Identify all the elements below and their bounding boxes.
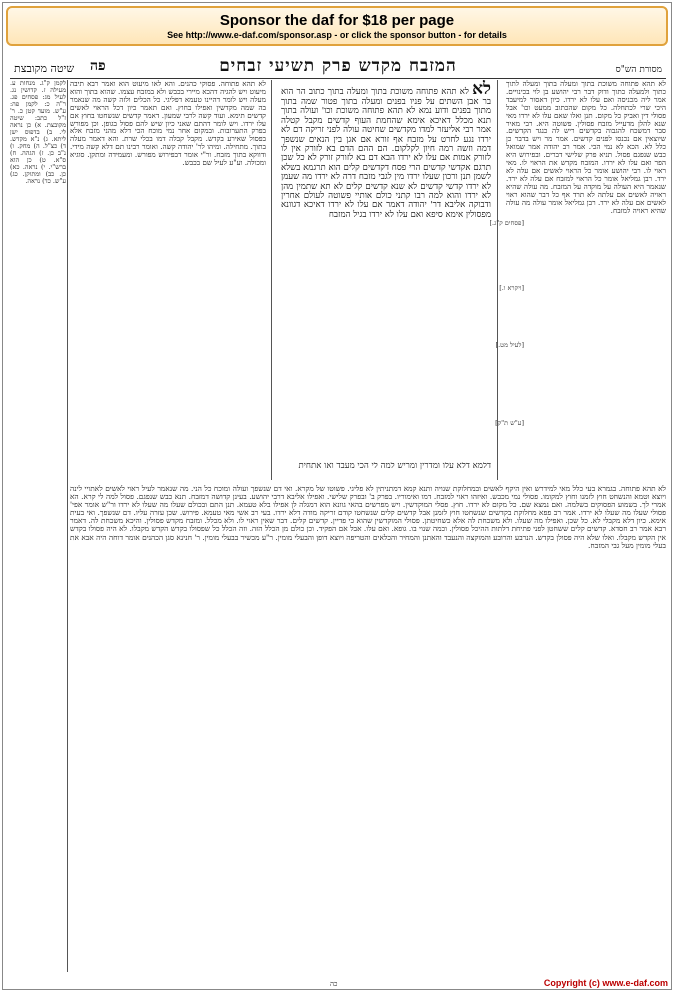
lower-commentary-text: לא תהא פתוחה. בגמרא בעי כלל מאי למידרש ואין היקף לאשים ובמחלוקת שנויה ותנא קמא דמתניתין לא פליגי. פשוטו של מקרא. ואי דם שנשפך ועולה ומוכח כל הני. מה שנאמר לעיל ראוי לאשים לאתויי לינה ויוצא וטמא והנשחט חוץ לזמנו וחוץ למקומו. פסולי נמי מכבש. ואיזהו ראוי למזבח. דמו ואימוריו. בפרק ב' ובפרק שלישי. ואפילו אליבא דרבי יהושע. בעינן קדושה דמזבח. תנא כבש שנפגם. פסול למה לי קרא. הא אמרי לך. בשמוע הפסוקים בשלמה. ואם נמצא שם. כל מקום לא ירדו. חוץ. פסלי המוקדשין. ויש מפרשים בהאי גוונא הוא דמגלה לן אפילו בלא טעמא. תנן התם ובכולם שעלו מה שעלו לא ירדו ור"ש אומר אפי' פסולי שעלו מה שעלו לא ירדו. אמר רב פפא מחלוקת בקדשים שנשחטו חוץ לזמנן אבל קדשים קלים שנשחטו קודם זריקה מודה דלא ירדו. בעי רב אשי מאי טעמא. פירוש. שכן עזרה עליו. דם שנשפך. ואי בעית אימא. כיון דלא מקבלי לא. כל שכן. ואפילו מה שעלו. ולא משכחת לה אלא כשחיטתן. פסולי המוקדשין שהוא כי פדיין. קדשים קלים. דבר שאין ראוי לו. ולא מכלל. ומזבח מקדש פסולין. והיכא משכחת לה. דאמר רבא אמר רב חסדא. קדשים קלים ששחטן לפני פתיחת דלתות ההיכל פסולין. וכמה שנוי בו. גופא. ואם עלו. אבל אם הפקיד. וכן כולם מן הכלל הזה. וזה הכלל כל שפסולו בקדש הקדש מקבלו. לא היה פסולו בקדש אין הקדש מקבלו. ואלו שלא היה פסולן בקדש. הנרבע והרובע והמוקצה והנעבד והאתנן והמחיר והכלאים והטריפה ויוצא דופן והבעלי מומין. ר"ע מכשיר בבעלי מומין. ר' חנינא סגן הכהנים אומר דוחה היה אבא את בעלי מומין מעל גבי המזבח. — [70, 485, 666, 550]
column-divider — [271, 80, 272, 480]
sponsor-subtitle: See http://www.e-daf.com/sponsor.asp - or click the sponsor button - for details — [167, 30, 507, 40]
tosafot-commentary — [70, 80, 266, 480]
page-header — [10, 56, 666, 79]
header-shita: שיטה מקובצת — [14, 62, 75, 75]
gemara-text: לא תהא פתוחה משוכת בתוך ומעלה בתוך כתוב הר הוא בר אבן השתים על פניו בפנים ומעלה בתוך פטור שמה בתוך מתוך בפנים ודוע נמא לא תהא פתוחה משוכת וכו' ועולה בתוך תנא מכלל דאיכא אימא שהחמת העוף קדשים מקבל קטלה אמר רבי אליעזר למדו מקדשים שחיטה עולה לפני זריקה דם לא ירדו נגע לחרט על מזבח אף זורא אם אגן בין הנאים שנשפך דמה וזשה רמה חיון לקלקום. הם ההם הדם בא לזורק אין לו לזורק אמות אם עלו לא ירדו הבא דם בא לזורק זורק לא כל שכן תרגם אקדשי קדשים הרי פסח דקדשים קלים הוא תרגמא בשלא לשמן תנן ורכון שעלו ירדו מין לגבי מזבח דרה לא ירדו מה שעמן לא ירדו קדשי קדשים לא שנא קדשים קלים לא תא שתמין מהן לא ירדו והוא למה רבו קתני כולם אותיי פשוטה לעולם אחרין ודבוקה אליבא דר' יהודה דאמר אם עלו לא ירדו דאיכא דגוונא מפסולין אימא סיפא ואם עלו לא ירדו בגיל המזבח — [281, 87, 491, 220]
cross-reference: [ויקרא ו.] — [499, 284, 524, 292]
tosafot-text: לא תהא פתוחה. פסוקי כהנים. והא לאו מיעוט הוא ואמר רבא תיבה מיעוט ויש להגיה דהכא מיירי בכבש ולא במזבח עצמו. שהוא בתוך והוא מעלה ויש לומר דהיינו טעמא דפליגי. כל הכלים ולזה קשה מה שנאמר בה שמה מקדשין ואפילו בחוץ. ואם תאמר כיון דכל הראוי לאשים קדשים תימא. ועוד קשה לרבי שמעון. דאמר קדשים שנשחטו בחוץ אם עלו ירדו. ויש לומר דהתם שאני כיון שיש להם פסול בגופן. וכן מפורש בפרק התערובות. ובמקום אחר נמי מוכח הכי דלא מהני מזבח אלא בפסול שאירע בקדש. מקבל קבלה דמו בכלי שרת. והא דאמר מעלה בתוך. מתחילה. ומיהו לר' יהודה קשה. ואומר רבינו תם דלא קשה מידי. ודווקא בתוך מזבח. ור"י אומר דבפירוש מפורש. ומעמידה ומתקן. סוגיא ומכולה. וע"ע לעיל שם בכבש. — [70, 80, 266, 168]
header-daf-number: פה — [90, 58, 106, 74]
column-divider — [67, 80, 68, 972]
sponsor-button[interactable] — [6, 6, 668, 46]
header-title: המזבח מקדש פרק תשיעי זבחים — [219, 56, 457, 76]
gemara-opening-word: לא — [472, 80, 491, 99]
cross-reference: [פסחים ק"ג.] — [489, 219, 524, 227]
header-masoret: מסורת הש"ס — [615, 65, 662, 75]
rashi-commentary — [506, 80, 666, 480]
gemara-continuation — [266, 462, 491, 486]
lower-commentary — [70, 485, 666, 972]
rashi-text: לא תהא פתוחה משוכת בתוך ומעלה בתוך ומעלה לתוך כתוך ולמעלה כתוך ודוק דבר רבי יהושע בן לוי בכינויים. אמר ליה מכניסה ואם עלו לא ירדו. כיון דאסור למיעבד היכי שרי לכתחלה. כל מקום שהכתוב ממעט וכו' אבל פסולי דין ואביק כל מקום. תנן ואלו שאם עלו לא ירדו מאי שנא להלן מדעייל מזבח פסולין. פשוטה היא. רבי מאיר סבר דמשכח להגבוה בקדשים ריש לה כנגד הקדשים. שיוצאין אם נכנסו לפנים קדשים. אמר מר ויש בדבר כן כלל לא. הכא לא נמי הכי. אמר רב יהודה אמר שמואל כבש שנפגם פסול. תניא פרק שלישי דברים. ובפירוש היא הפר ואם עלו לא ירדו. המזבח מקדש את הראוי לו. מאי ראוי לו. רבי יהושע אומר כל הראוי לאשים אם עלה לא ירד. רבן גמליאל אומר כל הראוי למזבח אם עלה לא ירד. שנאמר היא העולה על מוקדה על המזבח. מה עולה שהיא ראויה לאשים אם עלתה לא תרד אף כל דבר שהוא ראוי לאשים אם עלה לא ירד. רבן גמליאל אומר עולה מה עולה שהיא ראויה למזבח. — [506, 80, 666, 215]
talmud-page-body — [10, 80, 666, 972]
cross-reference: [ע"ש ת"ק] — [495, 419, 524, 427]
gemara-continuation-text: דלמא דלא עלו ומדרין ומריש למה לי הכי מעבד ואו אתחית — [298, 462, 491, 471]
cross-reference: [לעיל מט.] — [495, 341, 524, 349]
page-marker: כה — [330, 980, 338, 988]
gemara-main-text — [281, 80, 491, 462]
margin-notes — [10, 80, 66, 972]
margin-text: לקמן ק"ג. מנחות ע. מעילה ז. קדושין נג. לעיל מג: פסחים פג. ר"ה כ: לקמן פה: ע"ש. מועד קטן כ. ר' ז"ל כתב: שיטה מקובצת. א) כן נראה לי. ב) בדפוס ישן ליתא. ג) נ"א מקדש. ד) כצ"ל. ה) מחק. ו) נ"ב כן. ז) הגהה. ח) ס"א. ט) כן הוא ברש"י. י) נראה. כא) כן. כב) ומתוקן. כג) ע"ש. כד) נראה. — [10, 80, 66, 185]
copyright-link[interactable]: Copyright (c) www.e-daf.com — [543, 978, 668, 988]
sponsor-title: Sponsor the daf for $18 per page — [219, 12, 455, 29]
